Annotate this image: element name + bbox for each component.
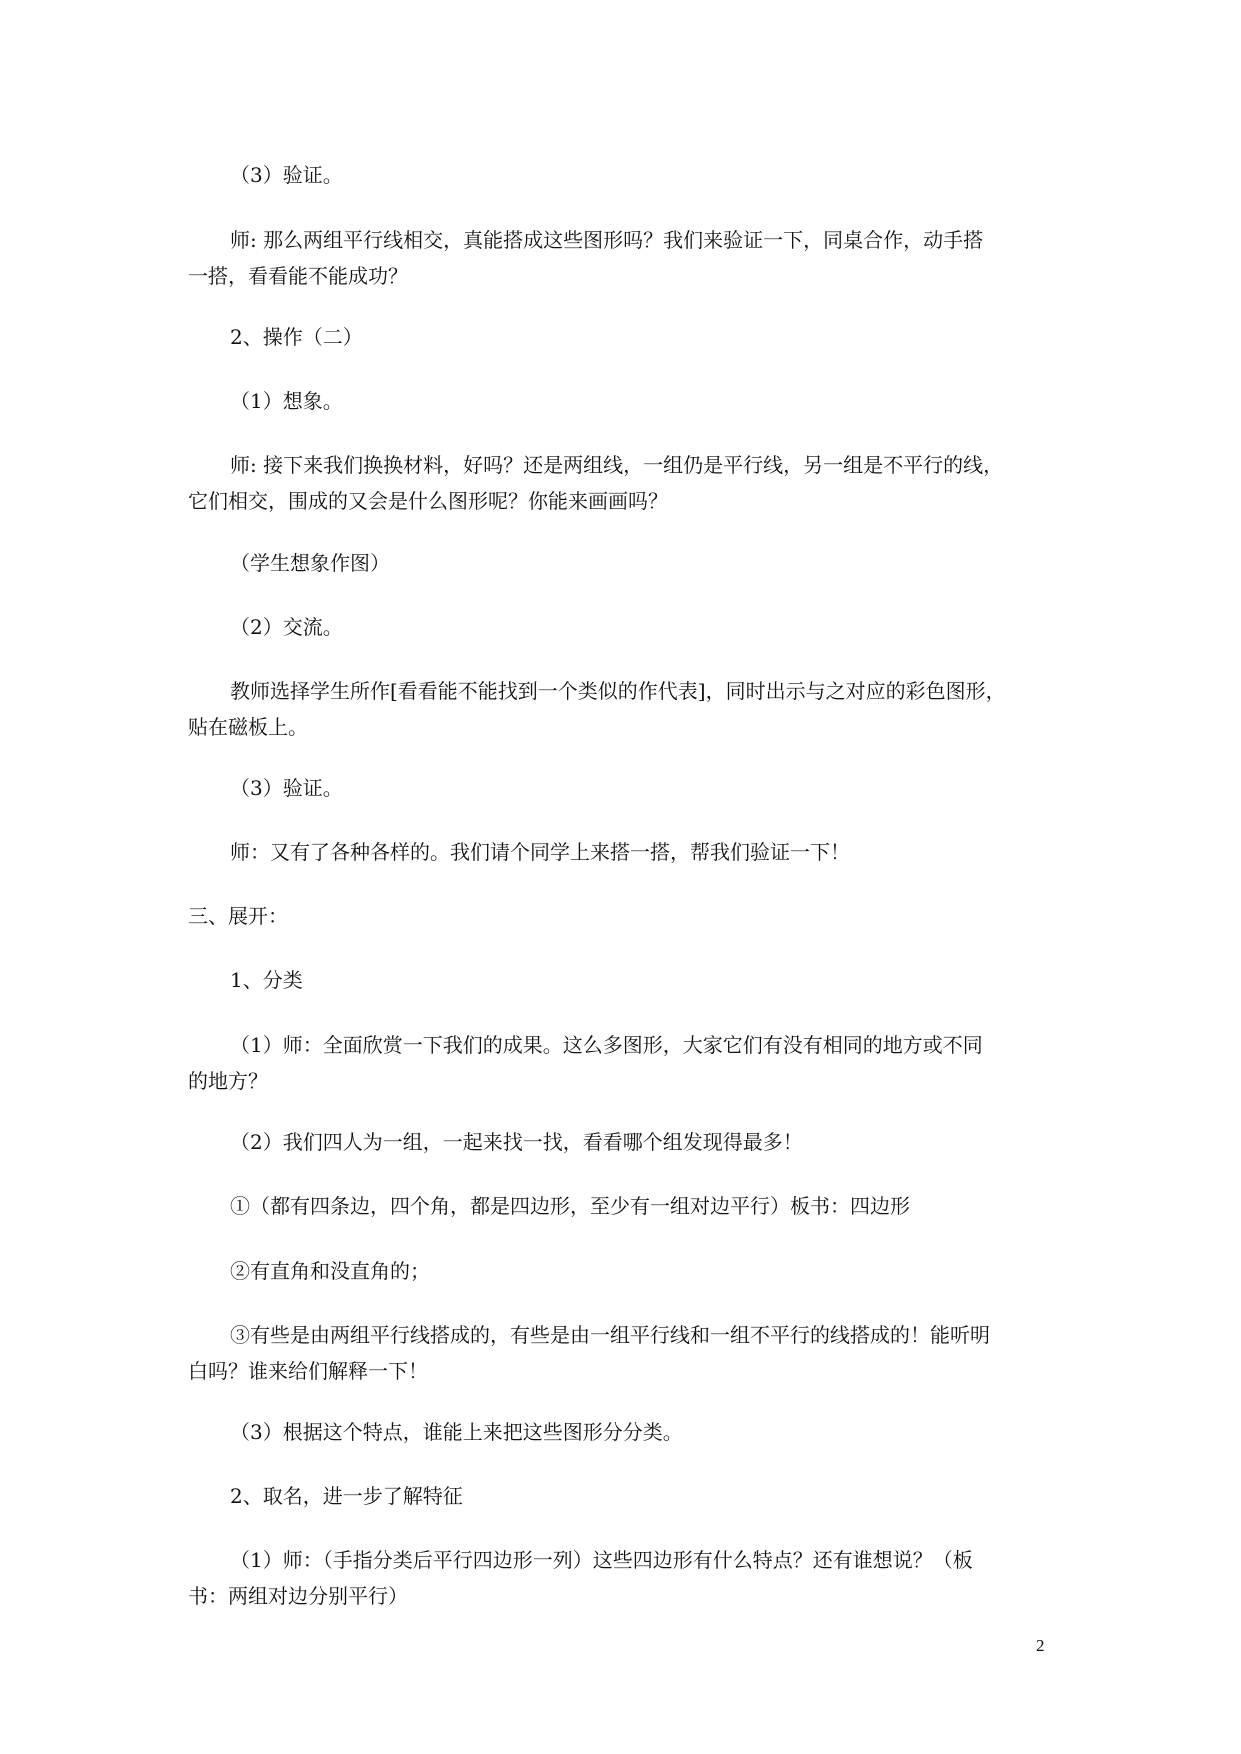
text-line: （2）我们四人为一组，一起来找一找，看看哪个组发现得最多！ [230, 1130, 803, 1154]
text-line: ②有直角和没直角的； [230, 1259, 430, 1283]
paragraph [188, 319, 1110, 355]
text-line: 师: 接下来我们换换材料，好吗？还是两组线，一组仍是平行线，另一组是不平行的线， [230, 453, 1004, 477]
text-line: 书：两组对边分别平行） [188, 1584, 408, 1608]
text-line: 它们相交，围成的又会是什么图形呢？你能来画画吗？ [188, 489, 668, 513]
paragraph [188, 1478, 1110, 1514]
paragraph [188, 673, 1068, 745]
paragraph [188, 1027, 1068, 1099]
text-line: 一搭，看看能不能成功？ [188, 264, 408, 288]
paragraph [188, 1542, 1068, 1614]
section-heading [188, 898, 1068, 934]
paragraph [188, 770, 1110, 806]
text-line: （3）验证。 [230, 776, 343, 800]
paragraph [188, 609, 1110, 645]
text-line: ③有些是由两组平行线搭成的，有些是由一组平行线和一组不平行的线搭成的！能听明 [230, 1323, 990, 1347]
paragraph [188, 1414, 1110, 1450]
text-line: （3）验证。 [230, 163, 343, 187]
page-number: 2 [1036, 1636, 1045, 1655]
paragraph [188, 545, 1110, 581]
text-line: （1）师：全面欣赏一下我们的成果。这么多图形，大家它们有没有相同的地方或不同 [230, 1033, 983, 1057]
paragraph [188, 962, 1110, 998]
text-line: ①（都有四条边，四个角，都是四边形，至少有一组对边平行）板书：四边形 [230, 1194, 910, 1218]
text-line: 1、分类 [230, 968, 303, 992]
paragraph [188, 157, 1110, 193]
text-line: （3）根据这个特点，谁能上来把这些图形分分类。 [230, 1420, 683, 1444]
paragraph [188, 447, 1068, 519]
text-line: 教师选择学生所作[看看能不能找到一个类似的作代表]，同时出示与之对应的彩色图形， [230, 679, 1006, 703]
paragraph [188, 1188, 1110, 1224]
text-line: 贴在磁板上。 [188, 715, 308, 739]
paragraph [188, 383, 1110, 419]
paragraph [188, 1124, 1110, 1160]
text-line: 师：又有了各种各样的。我们请个同学上来搭一搭，帮我们验证一下！ [230, 840, 850, 864]
text-line: 师: 那么两组平行线相交，真能搭成这些图形吗？我们来验证一下，同桌合作，动手搭 [230, 228, 984, 252]
paragraph [188, 222, 1068, 294]
text-line: 三、展开： [188, 904, 288, 928]
text-line: 2、操作（二） [230, 325, 363, 349]
text-line: （学生想象作图） [230, 551, 390, 575]
text-line: （1）师：（手指分类后平行四边形一列）这些四边形有什么特点？还有谁想说？（板 [230, 1548, 973, 1572]
text-line: 2、取名，进一步了解特征 [230, 1484, 463, 1508]
paragraph [188, 834, 1110, 870]
paragraph [188, 1317, 1068, 1389]
text-line: 白吗？谁来给们解释一下！ [188, 1359, 428, 1383]
paragraph [188, 1253, 1110, 1289]
text-line: （1）想象。 [230, 389, 343, 413]
text-line: 的地方？ [188, 1069, 268, 1093]
text-line: （2）交流。 [230, 615, 343, 639]
